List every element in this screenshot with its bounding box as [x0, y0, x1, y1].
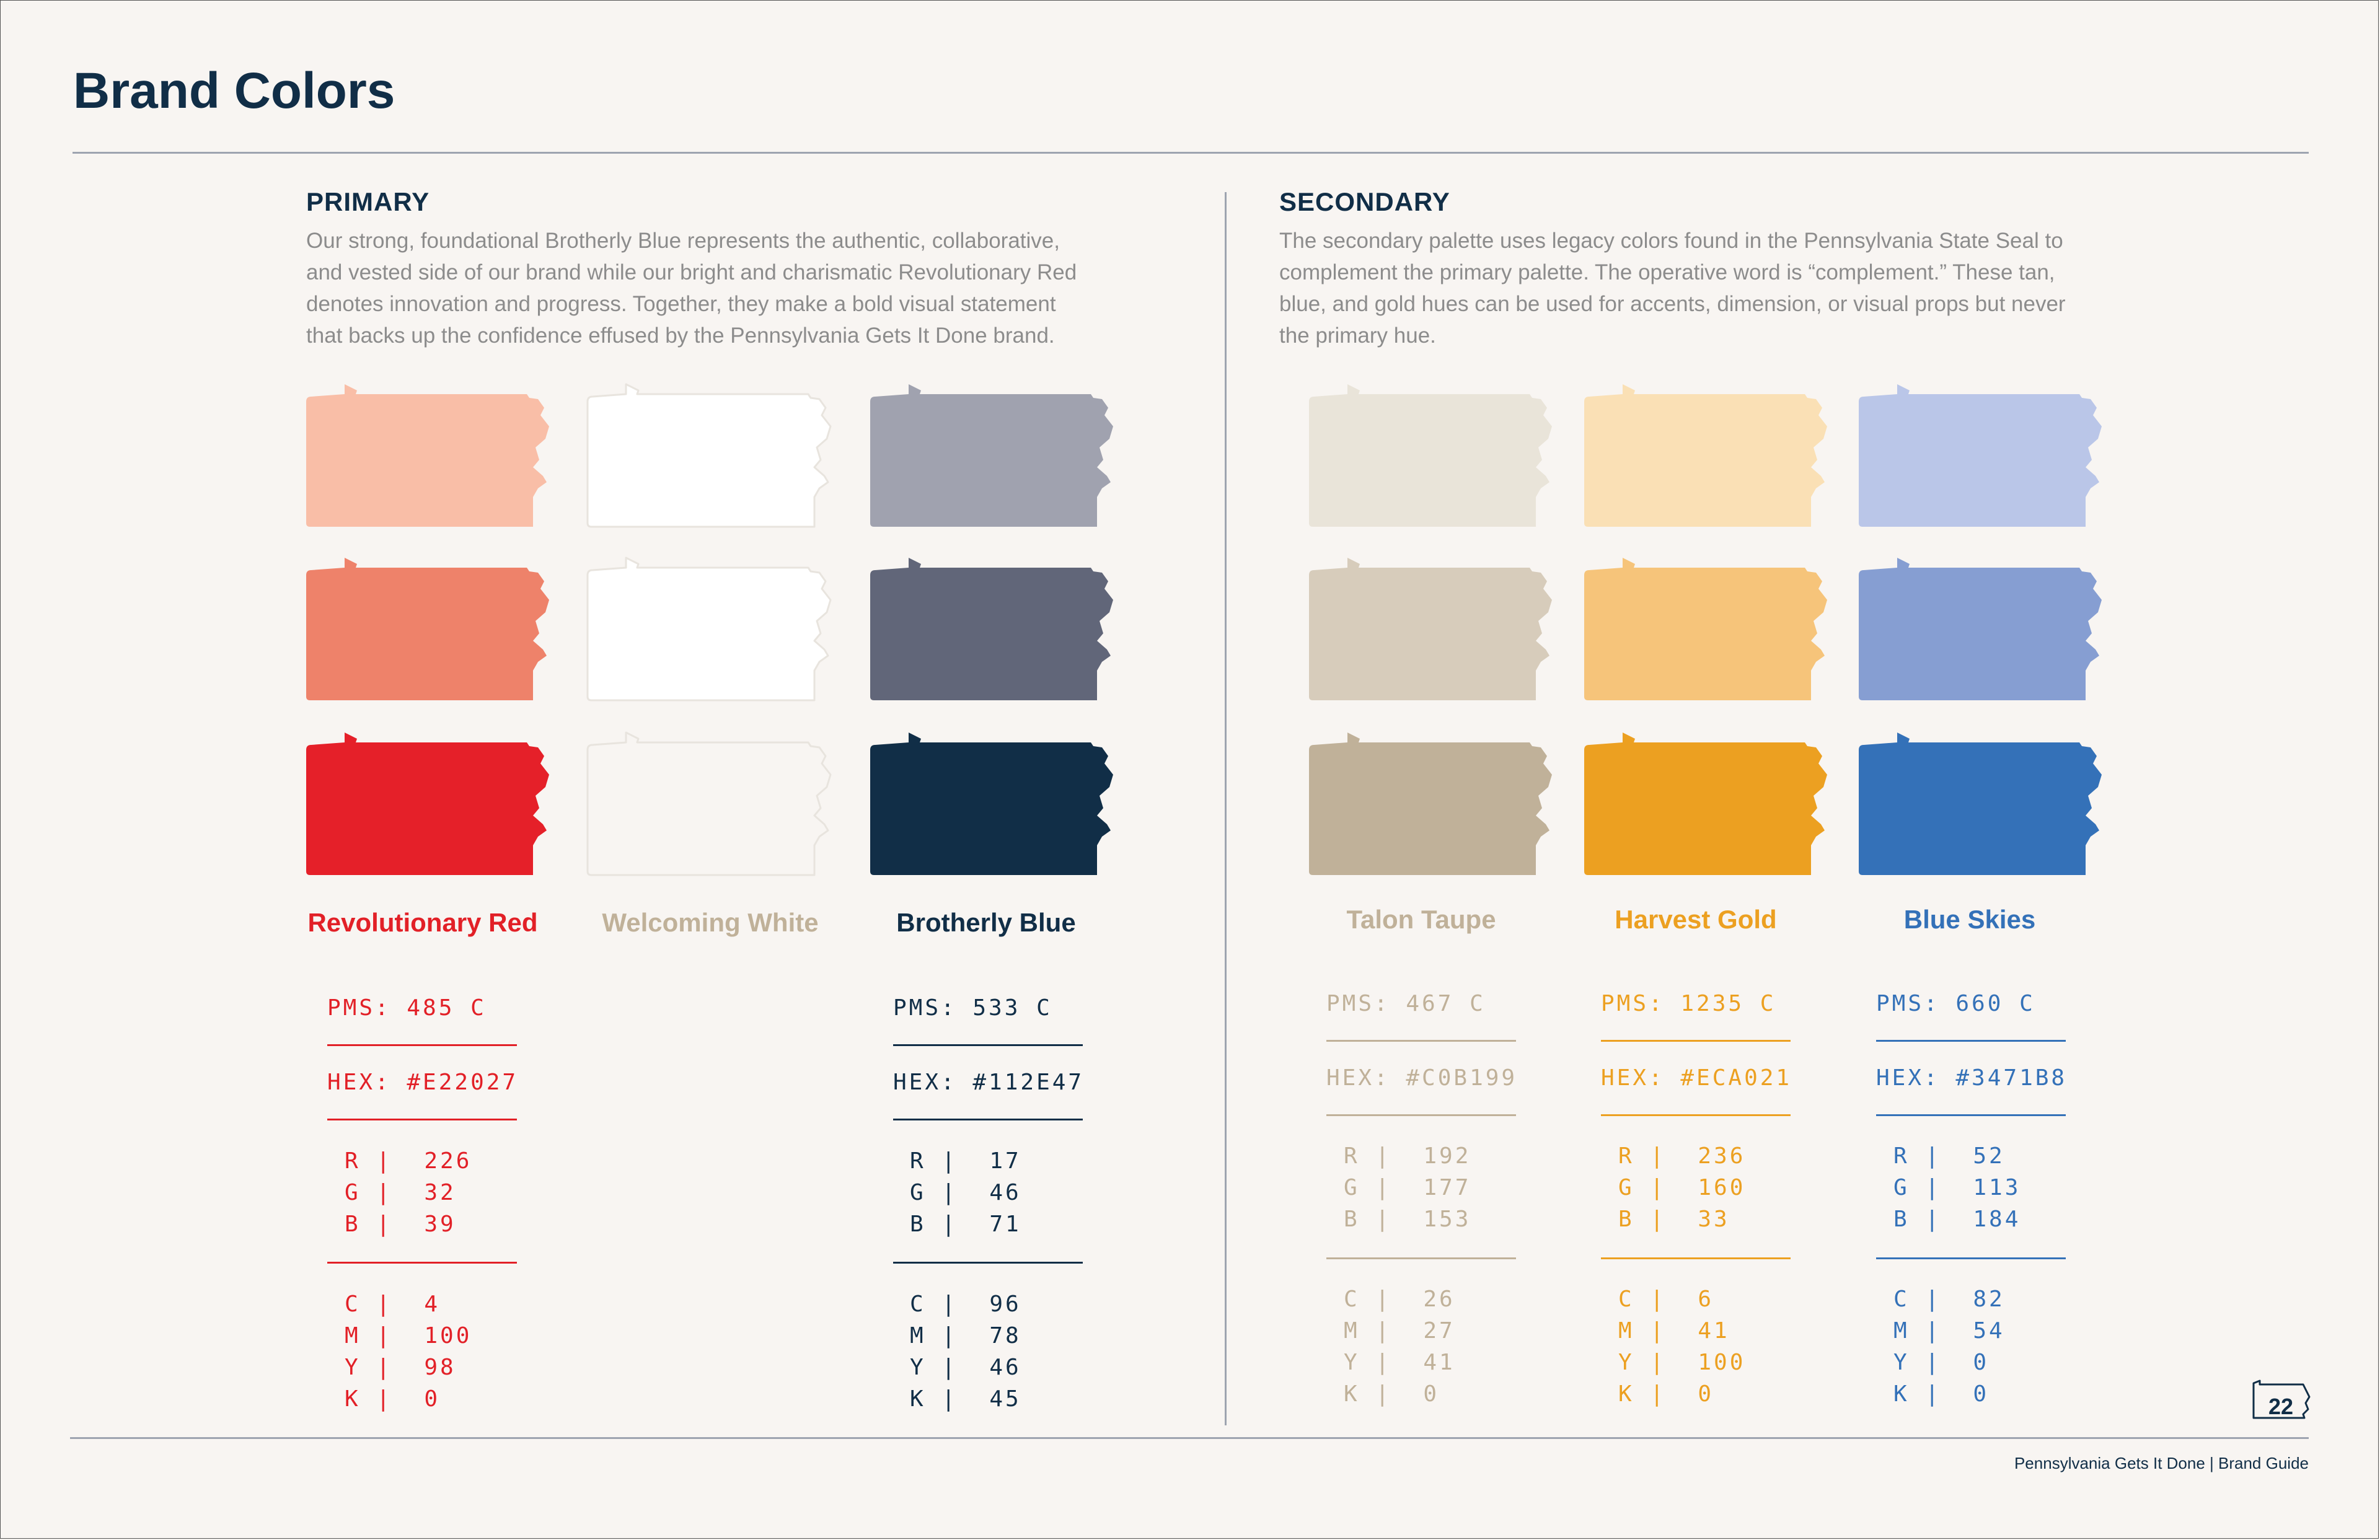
secondary-description — [1279, 225, 2159, 351]
rgb-b: B | 153 — [1344, 1207, 1471, 1232]
rgb-g: G | 160 — [1618, 1175, 1746, 1200]
spec-divider — [893, 1262, 1083, 1264]
pennsylvania-shape-icon — [1859, 557, 2102, 700]
header-rule — [73, 152, 2309, 154]
swatch-brotherly-blue-3 — [870, 731, 1113, 875]
pms-value: PMS: 485 C — [327, 995, 487, 1021]
rgb-b: B | 71 — [910, 1212, 1021, 1237]
primary-heading: PRIMARY — [306, 187, 430, 216]
rgb-r: R | 17 — [910, 1148, 1021, 1174]
rgb-b: B | 184 — [1893, 1207, 2021, 1232]
spec-divider — [1876, 1257, 2066, 1259]
pms-value: PMS: 467 C — [1326, 991, 1486, 1016]
pennsylvania-shape-icon — [588, 731, 831, 875]
pennsylvania-shape-icon — [306, 557, 549, 700]
rgb-g: G | 177 — [1344, 1175, 1471, 1200]
swatch-harvest-gold-2 — [1584, 557, 1827, 700]
rgb-g: G | 32 — [345, 1180, 456, 1205]
spec-divider — [1326, 1040, 1516, 1042]
cmyk-k: K | 0 — [1893, 1381, 1990, 1407]
pennsylvania-shape-icon — [870, 557, 1113, 700]
swatch-revolutionary-red-3 — [306, 731, 549, 875]
spec-divider — [327, 1044, 517, 1046]
swatch-revolutionary-red-1 — [306, 383, 549, 527]
cmyk-k: K | 0 — [345, 1386, 441, 1412]
swatch-talon-taupe-3 — [1309, 731, 1552, 875]
swatch-brotherly-blue-2 — [870, 557, 1113, 700]
rgb-r: R | 192 — [1344, 1143, 1471, 1169]
swatch-brotherly-blue-1 — [870, 383, 1113, 527]
pms-value: PMS: 660 C — [1876, 991, 2035, 1016]
rgb-values — [1618, 1140, 1745, 1235]
pennsylvania-shape-icon — [870, 383, 1113, 527]
swatch-talon-taupe-2 — [1309, 557, 1552, 700]
rgb-r: R | 236 — [1618, 1143, 1746, 1169]
spec-divider — [1876, 1040, 2066, 1042]
pennsylvania-shape-icon — [870, 731, 1113, 875]
cmyk-c: C | 4 — [345, 1291, 441, 1317]
color-name-blue-skies: Blue Skies — [1903, 905, 2036, 934]
spec-divider — [1601, 1114, 1791, 1116]
cmyk-c: C | 6 — [1618, 1287, 1714, 1312]
cmyk-c: C | 82 — [1893, 1287, 2005, 1312]
hex-value: HEX: #ECA021 — [1601, 1065, 1792, 1091]
cmyk-m: M | 27 — [1344, 1318, 1455, 1344]
page-number: 22 — [2268, 1394, 2294, 1419]
primary-description-line: Our strong, foundational Brotherly Blue represents the authentic, collaborative, — [306, 229, 1060, 253]
primary-description-line: that backs up the confidence effused by the Pennsylvania Gets It Done brand. — [306, 323, 1055, 348]
secondary-description-line: blue, and gold hues can be used for accents, dimension, or visual props but never — [1279, 292, 2066, 316]
cmyk-m: M | 41 — [1618, 1318, 1730, 1344]
spec-divider — [1876, 1114, 2066, 1116]
pennsylvania-shape-icon — [1584, 731, 1827, 875]
spec-divider — [1326, 1257, 1516, 1259]
color-name-welcoming-white: Welcoming White — [602, 908, 819, 937]
cmyk-m: M | 78 — [910, 1323, 1021, 1349]
rgb-values — [1344, 1140, 1471, 1235]
cmyk-y: Y | 100 — [1618, 1350, 1746, 1375]
secondary-description-line: The secondary palette uses legacy colors found in the Pennsylvania State Seal to — [1279, 229, 2063, 253]
page-number-badge — [2251, 1378, 2313, 1420]
spec-divider — [893, 1044, 1083, 1046]
rgb-r: R | 226 — [345, 1148, 472, 1174]
swatch-blue-skies-3 — [1859, 731, 2102, 875]
pennsylvania-shape-icon — [588, 383, 831, 527]
swatch-welcoming-white-1 — [588, 383, 831, 527]
rgb-b: B | 33 — [1618, 1207, 1730, 1232]
cmyk-values — [1344, 1283, 1455, 1410]
cmyk-values — [345, 1288, 472, 1415]
cmyk-values — [910, 1288, 1021, 1415]
spec-divider — [893, 1119, 1083, 1120]
swatch-welcoming-white-2 — [588, 557, 831, 700]
rgb-g: G | 46 — [910, 1180, 1021, 1205]
rgb-values — [910, 1145, 1021, 1240]
page-title: Brand Colors — [73, 63, 395, 119]
spec-divider — [1601, 1040, 1791, 1042]
cmyk-m: M | 54 — [1893, 1318, 2005, 1344]
cmyk-k: K | 45 — [910, 1386, 1021, 1412]
primary-description — [306, 225, 1186, 351]
hex-value: HEX: #E22027 — [327, 1070, 519, 1095]
spec-divider — [1326, 1114, 1516, 1116]
cmyk-y: Y | 41 — [1344, 1350, 1455, 1375]
primary-description-line: denotes innovation and progress. Together, they make a bold visual statement — [306, 292, 1056, 316]
rgb-values — [345, 1145, 472, 1240]
footer-rule — [70, 1437, 2309, 1439]
pennsylvania-shape-icon — [588, 557, 831, 700]
cmyk-y: Y | 98 — [345, 1355, 456, 1380]
swatch-harvest-gold-1 — [1584, 383, 1827, 527]
cmyk-k: K | 0 — [1618, 1381, 1714, 1407]
spec-divider — [1601, 1257, 1791, 1259]
pennsylvania-shape-icon — [1584, 383, 1827, 527]
pennsylvania-shape-icon — [1584, 557, 1827, 700]
rgb-g: G | 113 — [1893, 1175, 2021, 1200]
swatch-revolutionary-red-2 — [306, 557, 549, 700]
rgb-b: B | 39 — [345, 1212, 456, 1237]
cmyk-c: C | 26 — [1344, 1287, 1455, 1312]
swatch-blue-skies-2 — [1859, 557, 2102, 700]
column-divider — [1225, 192, 1227, 1425]
pms-value: PMS: 1235 C — [1601, 991, 1776, 1016]
cmyk-values — [1893, 1283, 2005, 1410]
spec-divider — [327, 1262, 517, 1264]
rgb-r: R | 52 — [1893, 1143, 2005, 1169]
pms-value: PMS: 533 C — [893, 995, 1052, 1021]
cmyk-k: K | 0 — [1344, 1381, 1440, 1407]
cmyk-y: Y | 46 — [910, 1355, 1021, 1380]
footer-text: Pennsylvania Gets It Done | Brand Guide — [2014, 1454, 2309, 1472]
rgb-values — [1893, 1140, 2021, 1235]
hex-value: HEX: #3471B8 — [1876, 1065, 2068, 1091]
secondary-description-line: the primary hue. — [1279, 323, 1436, 348]
cmyk-c: C | 96 — [910, 1291, 1021, 1317]
cmyk-values — [1618, 1283, 1745, 1410]
pennsylvania-shape-icon — [306, 383, 549, 527]
secondary-heading: SECONDARY — [1279, 187, 1450, 216]
hex-value: HEX: #C0B199 — [1326, 1065, 1518, 1091]
color-name-revolutionary-red: Revolutionary Red — [307, 908, 538, 937]
secondary-description-line: complement the primary palette. The operative word is “complement.” These tan, — [1279, 260, 2055, 284]
color-name-talon-taupe: Talon Taupe — [1346, 905, 1496, 934]
cmyk-m: M | 100 — [345, 1323, 472, 1349]
pennsylvania-shape-icon — [1859, 383, 2102, 527]
hex-value: HEX: #112E47 — [893, 1070, 1085, 1095]
pennsylvania-shape-icon — [1859, 731, 2102, 875]
pennsylvania-shape-icon — [306, 731, 549, 875]
swatch-welcoming-white-3 — [588, 731, 831, 875]
pennsylvania-outline-icon — [2251, 1378, 2313, 1420]
cmyk-y: Y | 0 — [1893, 1350, 1990, 1375]
swatch-talon-taupe-1 — [1309, 383, 1552, 527]
pennsylvania-shape-icon — [1309, 731, 1552, 875]
color-name-brotherly-blue: Brotherly Blue — [896, 908, 1076, 937]
spec-divider — [327, 1119, 517, 1120]
color-name-harvest-gold: Harvest Gold — [1615, 905, 1777, 934]
pennsylvania-shape-icon — [1309, 383, 1552, 527]
swatch-blue-skies-1 — [1859, 383, 2102, 527]
primary-description-line: and vested side of our brand while our bright and charismatic Revolutionary Red — [306, 260, 1077, 284]
swatch-harvest-gold-3 — [1584, 731, 1827, 875]
pennsylvania-shape-icon — [1309, 557, 1552, 700]
